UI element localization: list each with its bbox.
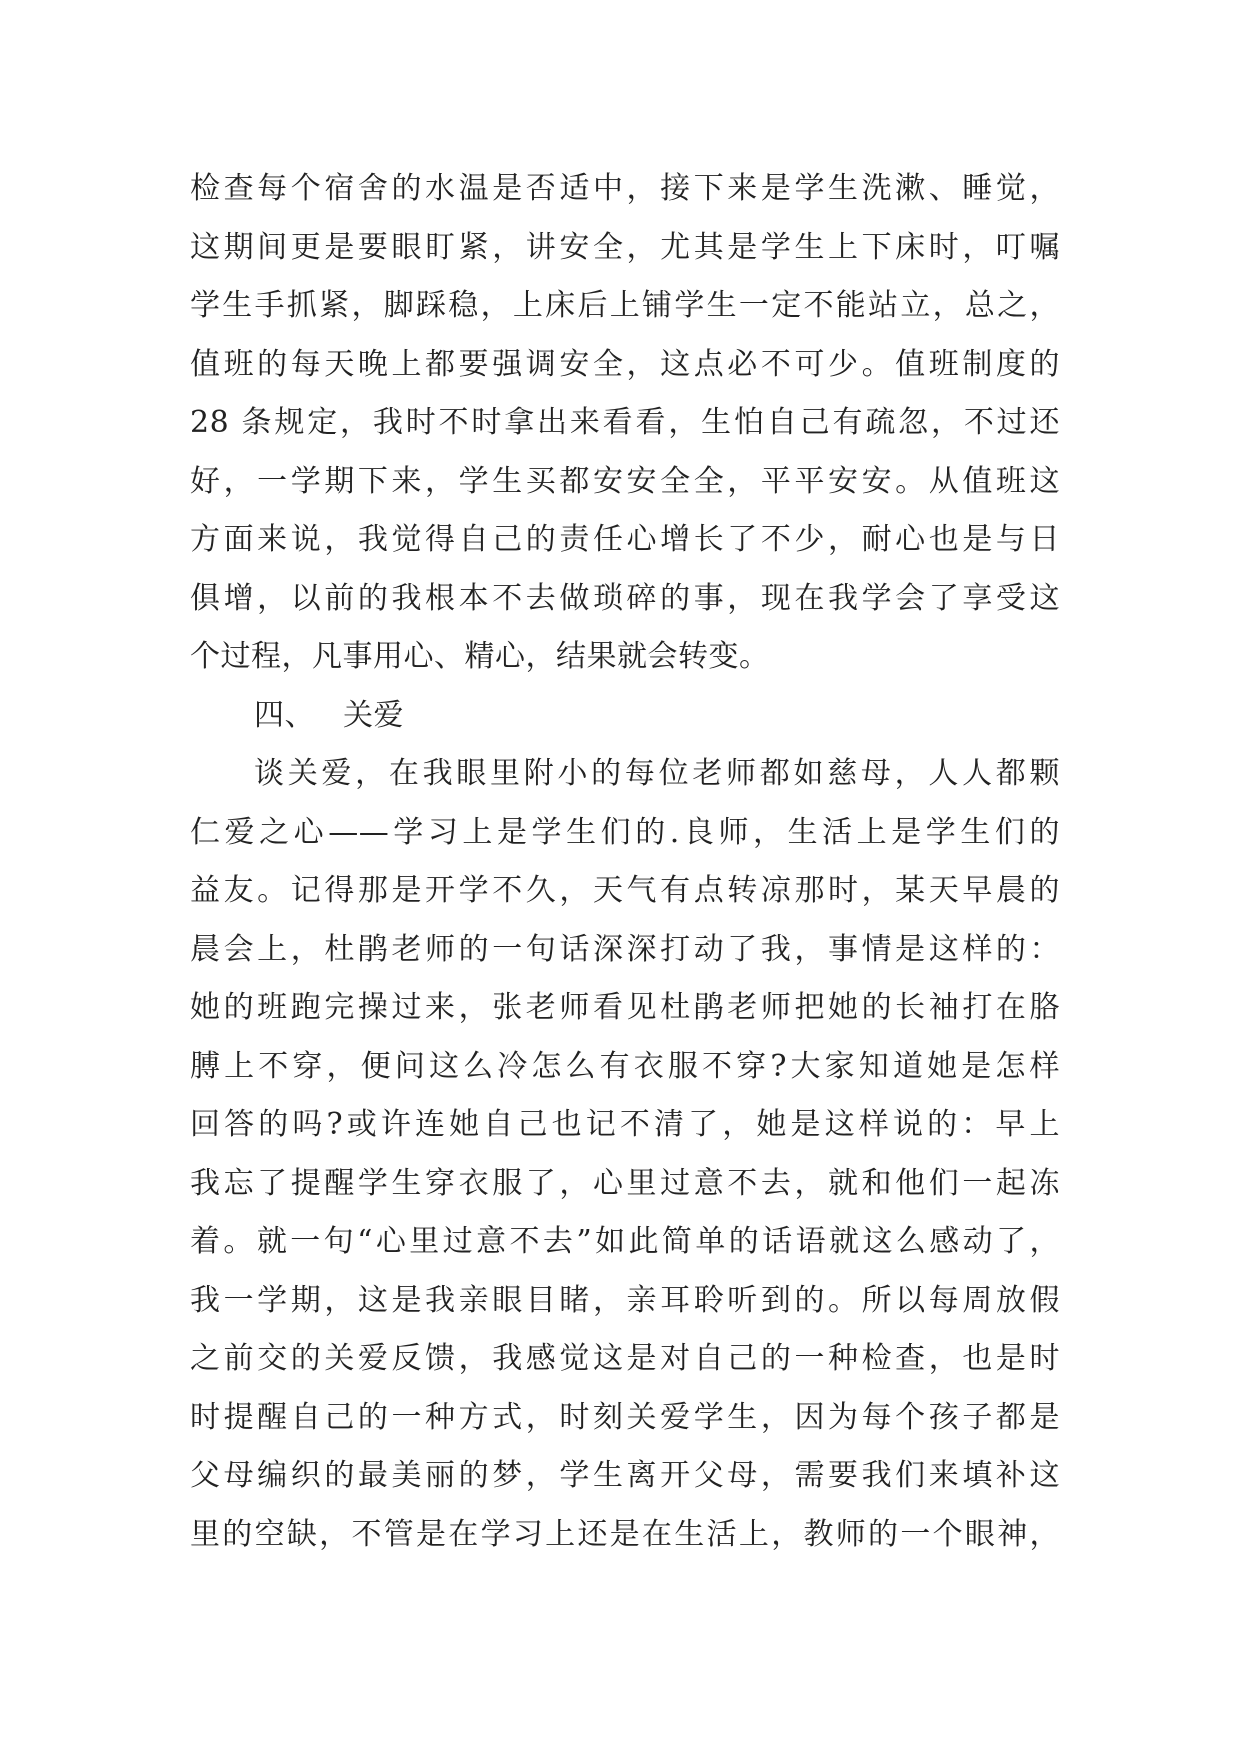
text-line: 这期间更是要眼盯紧，讲安全，尤其是学生上下床时，叮嘱 — [190, 229, 1060, 265]
text-line: 仁爱之心——学习上是学生们的.良师，生活上是学生们的 — [190, 814, 1060, 850]
paragraph-dormitory-duty — [190, 160, 1060, 687]
text-line: 俱增，以前的我根本不去做琐碎的事，现在我学会了享受这 — [190, 580, 1060, 616]
text-line: 方面来说，我觉得自己的责任心增长了不少，耐心也是与日 — [190, 522, 1060, 557]
text-line: 回答的吗?或许连她自己也记不清了，她是这样说的：早上 — [190, 1107, 1060, 1142]
text-line: 着。就一句“心里过意不去”如此简单的话语就这么感动了， — [190, 1224, 1060, 1259]
text-line: 里的空缺，不管是在学习上还是在生活上，教师的一个眼神， — [190, 1516, 1060, 1552]
text-line: 学生手抓紧，脚踩稳，上床后上铺学生一定不能站立，总之， — [190, 288, 1060, 323]
text-line: 晨会上，杜鹃老师的一句话深深打动了我，事情是这样的： — [190, 931, 1060, 967]
section-number: 四、 — [254, 697, 315, 733]
text-line: 之前交的关爱反馈，我感觉这是对自己的一种检查，也是时 — [190, 1341, 1060, 1376]
section-title: 关爱 — [343, 697, 404, 733]
text-line: 值班的每天晚上都要强调安全，这点必不可少。值班制度的 — [190, 346, 1060, 382]
section-heading — [190, 687, 1060, 746]
text-line: 我一学期，这是我亲眼目睹，亲耳聆听到的。所以每周放假 — [190, 1282, 1060, 1318]
text-line: 个过程，凡事用心、精心，结果就会转变。 — [190, 639, 770, 674]
text-line: 她的班跑完操过来，张老师看见杜鹃老师把她的长袖打在胳 — [190, 990, 1060, 1025]
text-line: 膊上不穿，便问这么冷怎么有衣服不穿?大家知道她是怎样 — [190, 1048, 1060, 1084]
text-line: 谈关爱，在我眼里附小的每位老师都如慈母，人人都颗 — [254, 756, 1060, 791]
text-line: 父母编织的最美丽的梦，学生离开父母，需要我们来填补这 — [190, 1458, 1060, 1493]
text-line: 我忘了提醒学生穿衣服了，心里过意不去，就和他们一起冻 — [190, 1165, 1060, 1201]
body-text — [190, 160, 1060, 1564]
text-line: 28 条规定，我时不时拿出来看看，生怕自己有疏忽，不过还 — [190, 405, 1060, 440]
text-line: 好，一学期下来，学生买都安安全全，平平安安。从值班这 — [190, 463, 1060, 499]
paragraph-caring — [190, 745, 1060, 1564]
text-line: 益友。记得那是开学不久，天气有点转凉那时，某天早晨的 — [190, 873, 1060, 908]
text-line: 时提醒自己的一种方式，时刻关爱学生，因为每个孩子都是 — [190, 1399, 1060, 1435]
text-line: 检查每个宿舍的水温是否适中，接下来是学生洗漱、睡觉， — [190, 171, 1060, 206]
